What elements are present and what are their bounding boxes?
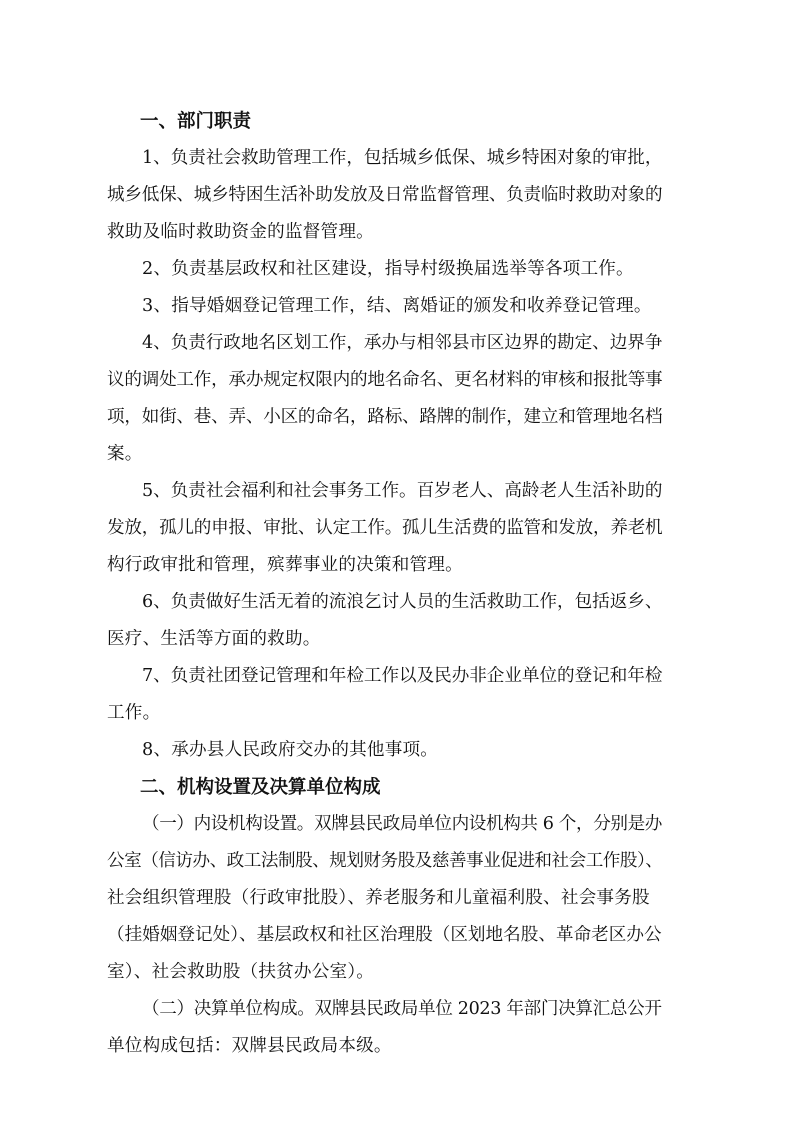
duty-paragraph-6 (107, 584, 697, 658)
text-line: 7、负责社团登记管理和年检工作以及民办非企业单位的登记和年检 (142, 666, 663, 686)
text-line: （二）决算单位构成。双牌县民政局单位 2023 年部门决算汇总公开 (142, 999, 662, 1019)
text-line: 工作。 (107, 703, 161, 723)
text-line: 3、指导婚姻登记管理工作，结、离婚证的颁发和收养登记管理。 (142, 296, 652, 316)
structure-paragraph-2 (107, 991, 697, 1065)
text-line: （挂婚姻登记处）、基层政权和社区治理股（区划地名股、革命老区办公 (107, 925, 662, 945)
section-heading-duties: 一、部门职责 (140, 111, 252, 132)
text-line: 公室（信访办、政工法制股、规划财务股及慈善事业促进和社会工作股）、 (107, 851, 663, 871)
text-line: 4、负责行政地名区划工作，承办与相邻县市区边界的勘定、边界争 (142, 333, 663, 353)
text-line: 社会组织管理股（行政审批股）、养老服务和儿童福利股、社会事务股 (107, 888, 650, 908)
text-line: 案。 (107, 444, 143, 464)
text-line: 发放，孤儿的申报、审批、认定工作。孤儿生活费的监管和发放，养老机 (107, 518, 663, 538)
text-line: （一）内设机构设置。双牌县民政局单位内设机构共 6 个，分别是办 (142, 814, 663, 834)
text-line: 室）、社会救助股（扶贫办公室）。 (107, 962, 375, 982)
text-line: 单位构成包括：双牌县民政局本级。 (107, 1036, 392, 1056)
duty-paragraph-5 (107, 473, 697, 584)
text-line: 6、负责做好生活无着的流浪乞讨人员的生活救助工作，包括返乡、 (142, 592, 663, 612)
text-line: 议的调处工作，承办规定权限内的地名命名、更名材料的审核和报批等事 (107, 370, 663, 390)
structure-paragraph-1 (107, 806, 697, 991)
duty-paragraph-3 (107, 288, 697, 325)
document-body (107, 103, 697, 1065)
duty-paragraph-2 (107, 251, 697, 288)
text-line: 项，如街、巷、弄、小区的命名，路标、路牌的制作，建立和管理地名档 (107, 407, 663, 427)
text-line: 8、承办县人民政府交办的其他事项。 (142, 740, 439, 760)
text-line: 2、负责基层政权和社区建设，指导村级换届选举等各项工作。 (142, 259, 634, 279)
duty-paragraph-8 (107, 732, 697, 769)
text-line: 医疗、生活等方面的救助。 (107, 629, 321, 649)
section-heading-structure: 二、机构设置及决算单位构成 (140, 777, 381, 798)
duty-paragraph-7 (107, 658, 697, 732)
text-line: 5、负责社会福利和社会事务工作。百岁老人、高龄老人生活补助的 (142, 481, 663, 501)
duty-paragraph-1 (107, 140, 697, 251)
text-line: 救助及临时救助资金的监督管理。 (107, 222, 374, 242)
duty-paragraph-4 (107, 325, 697, 473)
text-line: 1、负责社会救助管理工作，包括城乡低保、城乡特困对象的审批， (142, 148, 663, 168)
text-line: 构行政审批和管理，殡葬事业的决策和管理。 (107, 555, 463, 575)
text-line: 城乡低保、城乡特困生活补助发放及日常监督管理、负责临时救助对象的 (107, 185, 663, 205)
